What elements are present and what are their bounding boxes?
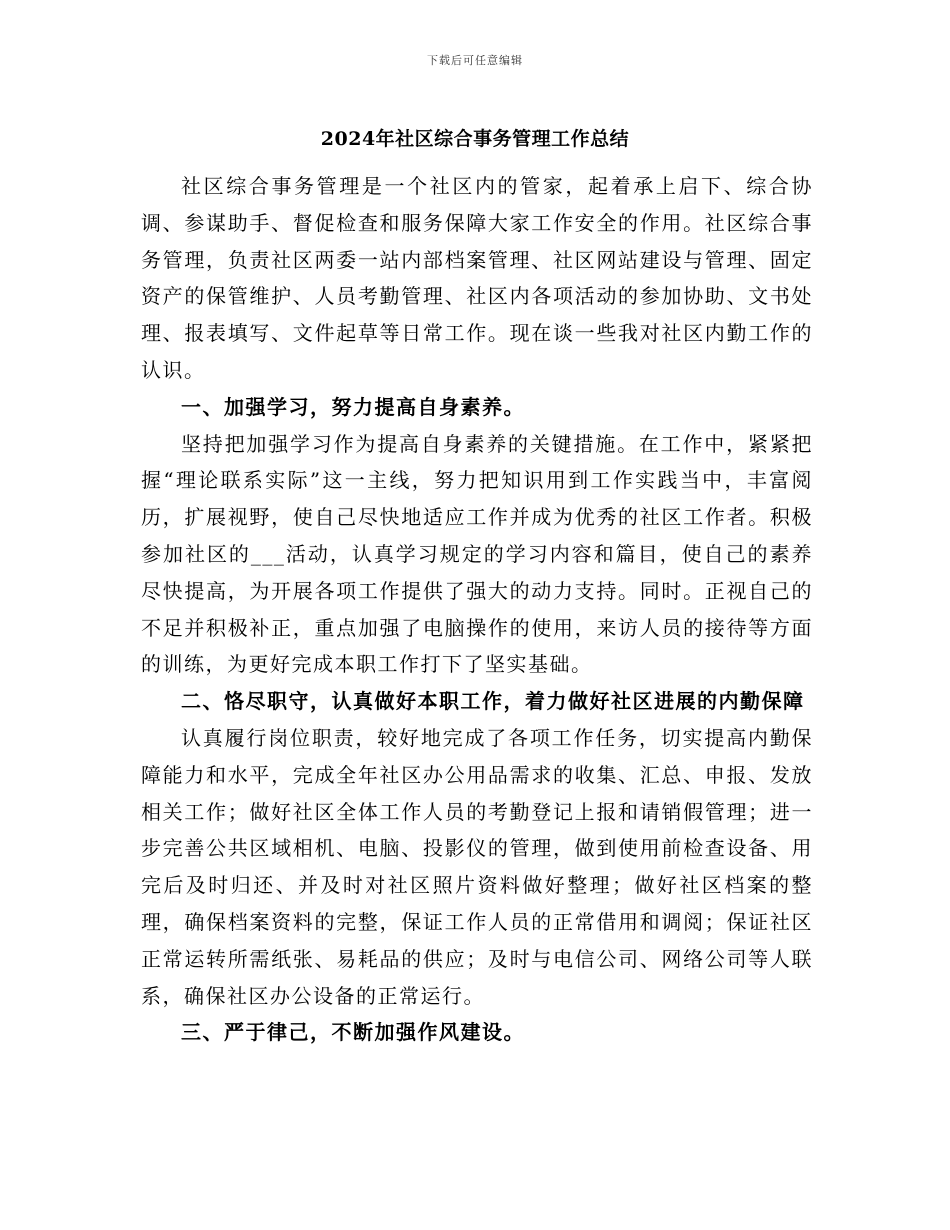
section-1-heading: 一、加强学习，努力提高自身素养。: [181, 394, 525, 419]
document-body: [141, 168, 813, 1051]
page-header-note: 下载后可任意编辑: [427, 54, 523, 67]
document-title: 2024年社区综合事务管理工作总结: [320, 128, 630, 150]
section-2-paragraph: 认真履行岗位职责，较好地完成了各项工作任务，切实提高内勤保障能力和水平，完成全年社区办公用品需求的收集、汇总、申报、发放相关工作；做好社区全体工作人员的考勤登记上报和请销假管理；进一步完善公共区域相机、电脑、投影仪的管理，做到使用前检查设备、用完后及时归还、并及时对社区照片资料做好整理；做好社区档案的整理，确保档案资料的完整，保证工作人员的正常借用和调阅；保证社区正常运转所需纸张、易耗品的供应；及时与电信公司、网络公司等人联系，确保社区办公设备的正常运行。: [141, 725, 813, 1008]
section-1-paragraph: 坚持把加强学习作为提高自身素养的关键措施。在工作中，紧紧把握“理论联系实际”这一主线，努力把知识用到工作实践当中，丰富阅历，扩展视野，使自己尽快地适应工作并成为优秀的社区工作者。积极参加社区的___活动，认真学习规定的学习内容和篇目，使自己的素养尽快提高，为开展各项工作提供了强大的动力支持。同时。正视自己的不足并积极补正，重点加强了电脑操作的使用，来访人员的接待等方面的训练，为更好完成本职工作打下了坚实基础。: [141, 431, 813, 677]
section-3-heading: 三、严于律己，不断加强作风建设。: [181, 1020, 525, 1045]
intro-paragraph: 社区综合事务管理是一个社区内的管家，起着承上启下、综合协调、参谋助手、督促检查和服务保障大家工作安全的作用。社区综合事务管理，负责社区两委一站内部档案管理、社区网站建设与管理、固定资产的保管维护、人员考勤管理、社区内各项活动的参加协助、文书处理、报表填写、文件起草等日常工作。现在谈一些我对社区内勤工作的认识。: [141, 174, 813, 382]
section-2-heading: 二、恪尽职守，认真做好本职工作，着力做好社区进展的内勤保障: [181, 689, 805, 714]
